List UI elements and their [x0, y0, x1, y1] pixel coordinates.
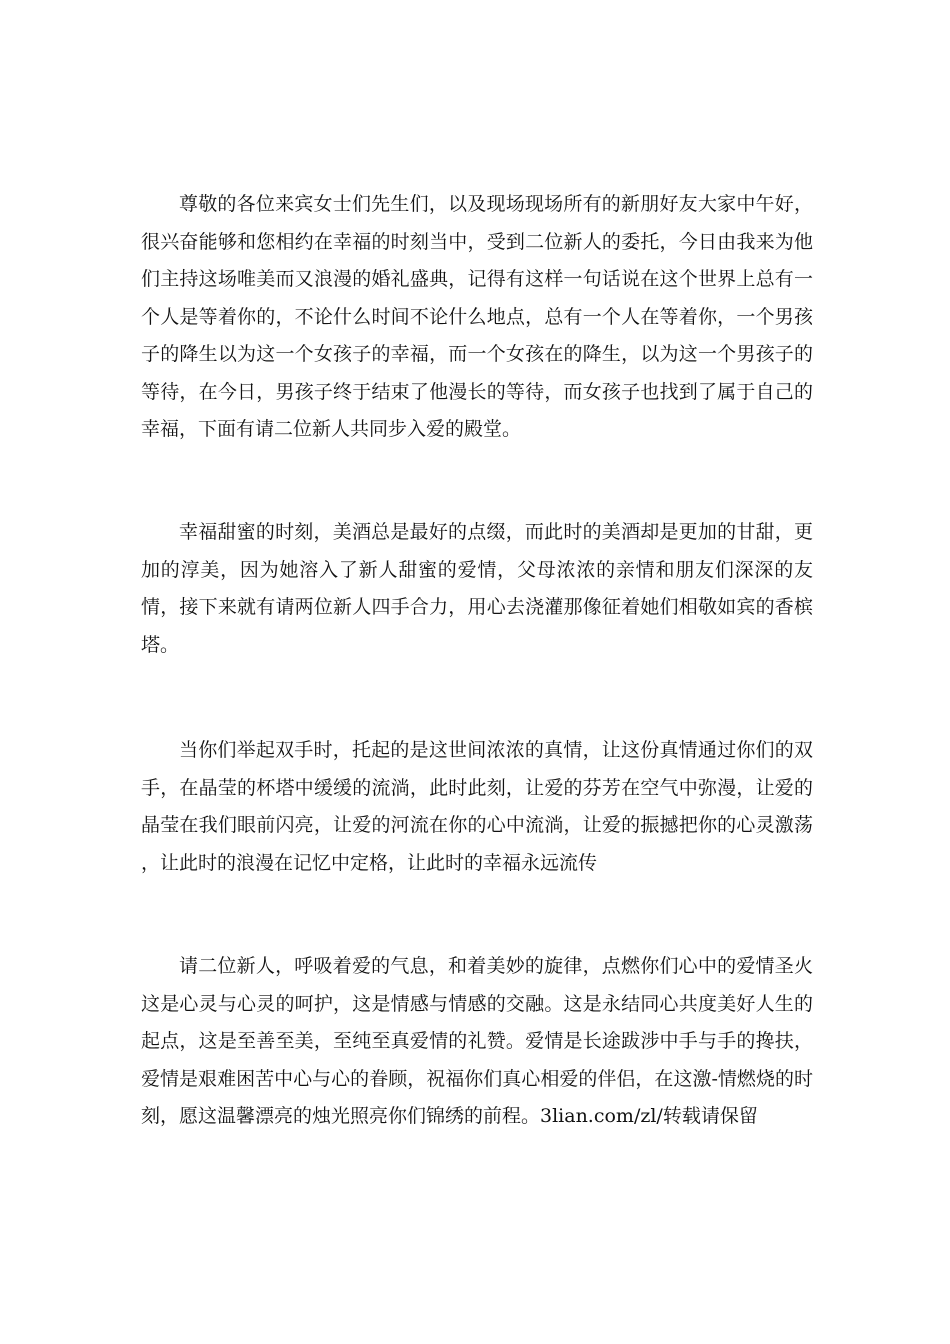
paragraph-opening-speech: 尊敬的各位来宾女士们先生们，以及现场现场所有的新朋好友大家中午好，很兴奋能够和您相约在幸福的时刻当中，受到二位新人的委托，今日由我来为他们主持这场唯美而又浪漫的婚礼盛典，记得有这样一句话说在这个世界上总有一个人是等着你的，不论什么时间不论什么地点，总有一个人在等着你，一个男孩子的降生以为这一个女孩子的幸福，而一个女孩在的降生，以为这一个男孩子的等待，在今日，男孩子终于结束了他漫长的等待，而女孩子也找到了属于自己的幸福，下面有请二位新人共同步入爱的殿堂。	[141, 193, 813, 440]
paragraph-champagne-tower: 幸福甜蜜的时刻，美酒总是最好的点缀，而此时的美酒却是更加的甘甜，更加的淳美，因为她溶入了新人甜蜜的爱情，父母浓浓的亲情和朋友们深深的友情，接下来就有请两位新人四手合力，用心去浇灌那像征着她们相敬如宾的香槟塔。	[141, 521, 813, 656]
paragraph-raising-hands: 当你们举起双手时，托起的是这世间浓浓的真情，让这份真情通过你们的双手，在晶莹的杯塔中缓缓的流淌，此时此刻，让爱的芬芳在空气中弥漫，让爱的晶莹在我们眼前闪亮，让爱的河流在你的心中流淌，让爱的振撼把你的心灵激荡 ，让此时的浪漫在记忆中定格，让此时的幸福永远流传	[141, 739, 813, 874]
paragraph-candle-lighting: 请二位新人，呼吸着爱的气息，和着美妙的旋律，点燃你们心中的爱情圣火这是心灵与心灵的呵护，这是情感与情感的交融。这是永结同心共度美好人生的起点，这是至善至美，至纯至真爱情的礼赞。爱情是长途跋涉中手与手的搀扶，爱情是艰难困苦中心与心的眷顾，祝福你们真心相爱的伴侣，在这激-情燃烧的时刻，愿这温馨漂亮的烛光照亮你们锦绣的前程。3lian.com/zl/转载请保留	[141, 955, 813, 1127]
